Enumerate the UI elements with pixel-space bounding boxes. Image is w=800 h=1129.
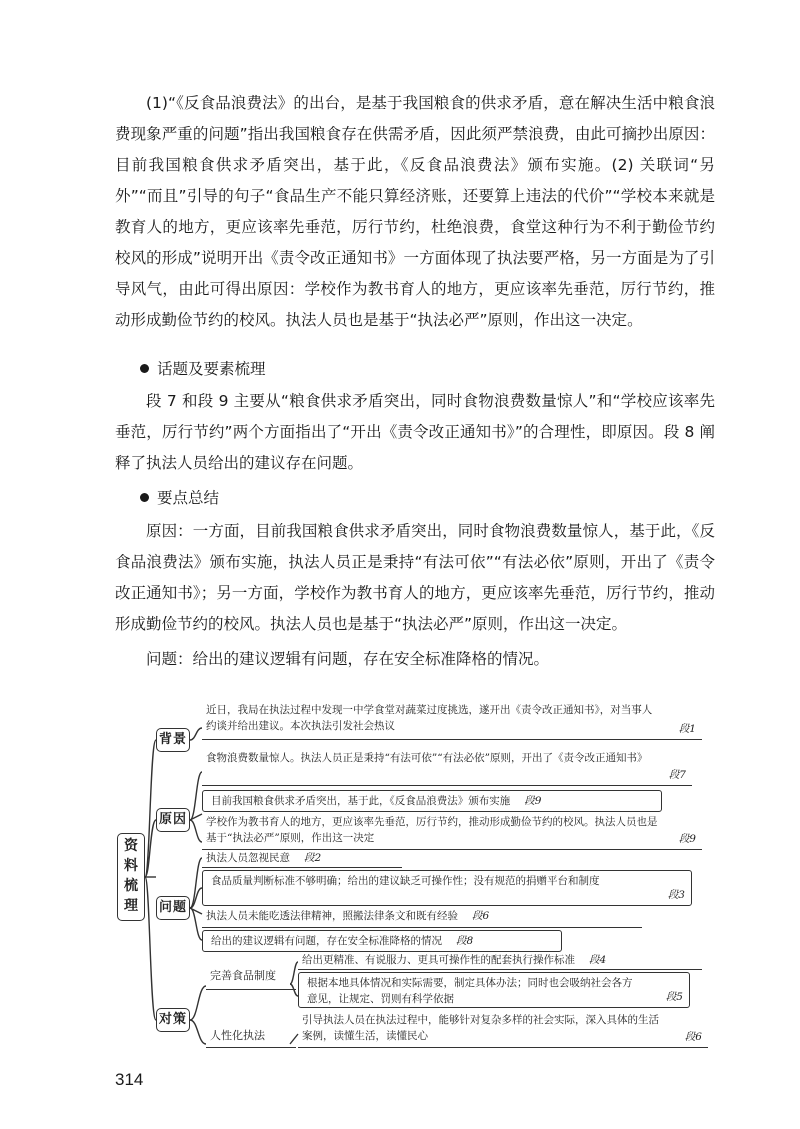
root-char: 料	[124, 858, 138, 874]
paragraph-ref: 段8	[456, 935, 474, 947]
category-reason: 原因	[156, 808, 190, 832]
topic-paragraph: 段 7 和段 9 主要从“粮食供求矛盾突出，同时食物浪费数量惊人”和“学校应该率先垂范，厉行节约”两个方面指出了“开出《责令改正通知书》”的合理性，即原因。段 8 阐释了执法人员给出的建议存在问题。	[115, 392, 715, 472]
summary-problem-paragraph: 问题：给出的建议逻辑有问题，存在安全标准降格的情况。	[146, 650, 550, 668]
measure-node-1	[298, 952, 702, 970]
reason-node-2	[202, 790, 662, 812]
category-problem: 问题	[156, 896, 190, 920]
category-measure: 对策	[156, 1008, 190, 1032]
analysis-paragraph: (1)“《反食品浪费法》的出台，是基于我国粮食的供求矛盾，意在解决生活中粮食浪费现象严重的问题”指出我国粮食存在供需矛盾，因此须严禁浪费，由此可摘抄出原因：目前我国粮食供求矛盾突出，基于此，《反食品浪费法》颁布实施。(2) 关联词“另外”“而且”引导的句子“食品生产不能只算经济账，还要算上违法的代价”“学校本来就是教育人的地方，更应该率先垂范，厉行节约，杜绝浪费，食堂这种行为不利于勤俭节约校风的形成”说明开出《责令改正通知书》一方面体现了执法要严格，另一方面是为了引导风气，由此可得出原因：学校作为教书育人的地方，更应该率先垂范，厉行节约，推动形成勤俭节约的校风。执法人员也是基于“执法必严”原则，作出这一决定。	[115, 94, 715, 329]
node-text: 执法人员忽视民意	[206, 852, 290, 864]
heading-text: 话题及要素梳理	[157, 360, 266, 378]
measure-node-3	[298, 1012, 708, 1048]
node-text: 根据本地具体情况和实际需要，制定具体办法；同时也会吸纳社会各方意见，让规定、罚则有科学依据	[307, 977, 633, 1005]
paragraph-ref: 段3	[667, 889, 685, 901]
measure-node-2	[298, 972, 690, 1008]
problem-node-1	[202, 850, 402, 868]
node-text: 执法人员未能吃透法律精神，照搬法律条文和既有经验	[206, 910, 458, 922]
node-text: 给出的建议逻辑有问题，存在安全标准降格的情况	[211, 935, 442, 947]
paragraph-ref: 段1	[678, 723, 696, 735]
node-text: 学校作为教书育人的地方，更应该率先垂范，厉行节约，推动形成勤俭节约的校风。执法人员也是基于“执法必严”原则，作出这一决定	[206, 816, 658, 844]
paragraph-ref: 段7	[668, 769, 686, 781]
measure-sub-food-system: 完善食品制度	[206, 968, 296, 990]
paragraph-ref: 段4	[589, 954, 607, 966]
root-char: 理	[124, 898, 138, 914]
paragraph-ref: 段9	[678, 833, 696, 845]
problem-node-2	[202, 870, 692, 906]
summary-reason-paragraph: 原因：一方面，目前我国粮食供求矛盾突出，同时食物浪费数量惊人，基于此，《反食品浪费法》颁布实施，执法人员正是秉持“有法可依”“有法必依”原则，开出了《责令改正通知书》；另一方面，学校作为教书育人的地方，更应该率先垂范，厉行节约，推动形成勤俭节约的校风。执法人员也是基于“执法必严”原则，作出这一决定。	[115, 522, 715, 633]
node-text: 目前我国粮食供求矛盾突出，基于此，《反食品浪费法》颁布实施	[211, 795, 511, 807]
paragraph-ref: 段6	[472, 910, 490, 922]
page-number: 314	[115, 1070, 144, 1089]
root-char: 梳	[124, 878, 138, 894]
node-text: 给出更精准、有说服力、更具可操作性的配套执行操作标准	[302, 954, 575, 966]
problem-node-4	[202, 930, 562, 952]
category-background: 背景	[156, 728, 190, 752]
mind-map-root	[117, 833, 145, 921]
node-text: 食物浪费数量惊人。执法人员正是秉持“有法可依”“有法必依”原则，开出了《责令改正通知书》	[206, 752, 648, 764]
measure-sub-humane-enforcement: 人性化执法	[206, 1028, 296, 1048]
root-char: 资	[124, 838, 138, 854]
node-text: 近日，我局在执法过程中发现一中学食堂对蔬菜过度挑选，遂开出《责令改正通知书》，对当事人约谈并给出建议。本次执法引发社会热议	[206, 704, 653, 732]
paragraph-ref: 段9	[524, 795, 542, 807]
problem-node-3	[202, 908, 642, 928]
background-node	[202, 702, 702, 740]
paragraph-ref: 段5	[665, 991, 683, 1003]
node-text: 食品质量判断标准不够明确；给出的建议缺乏可操作性；没有规范的捐赠平台和制度	[211, 875, 600, 887]
reason-node-3	[202, 814, 702, 850]
paragraph-ref: 段6	[684, 1031, 702, 1043]
paragraph-ref: 段2	[304, 852, 322, 864]
node-text: 引导执法人员在执法过程中，能够针对复杂多样的社会实际，深入具体的生活案例，读懂生活，读懂民心	[302, 1014, 659, 1042]
reason-node-1	[202, 750, 692, 786]
heading-text: 要点总结	[157, 489, 220, 507]
